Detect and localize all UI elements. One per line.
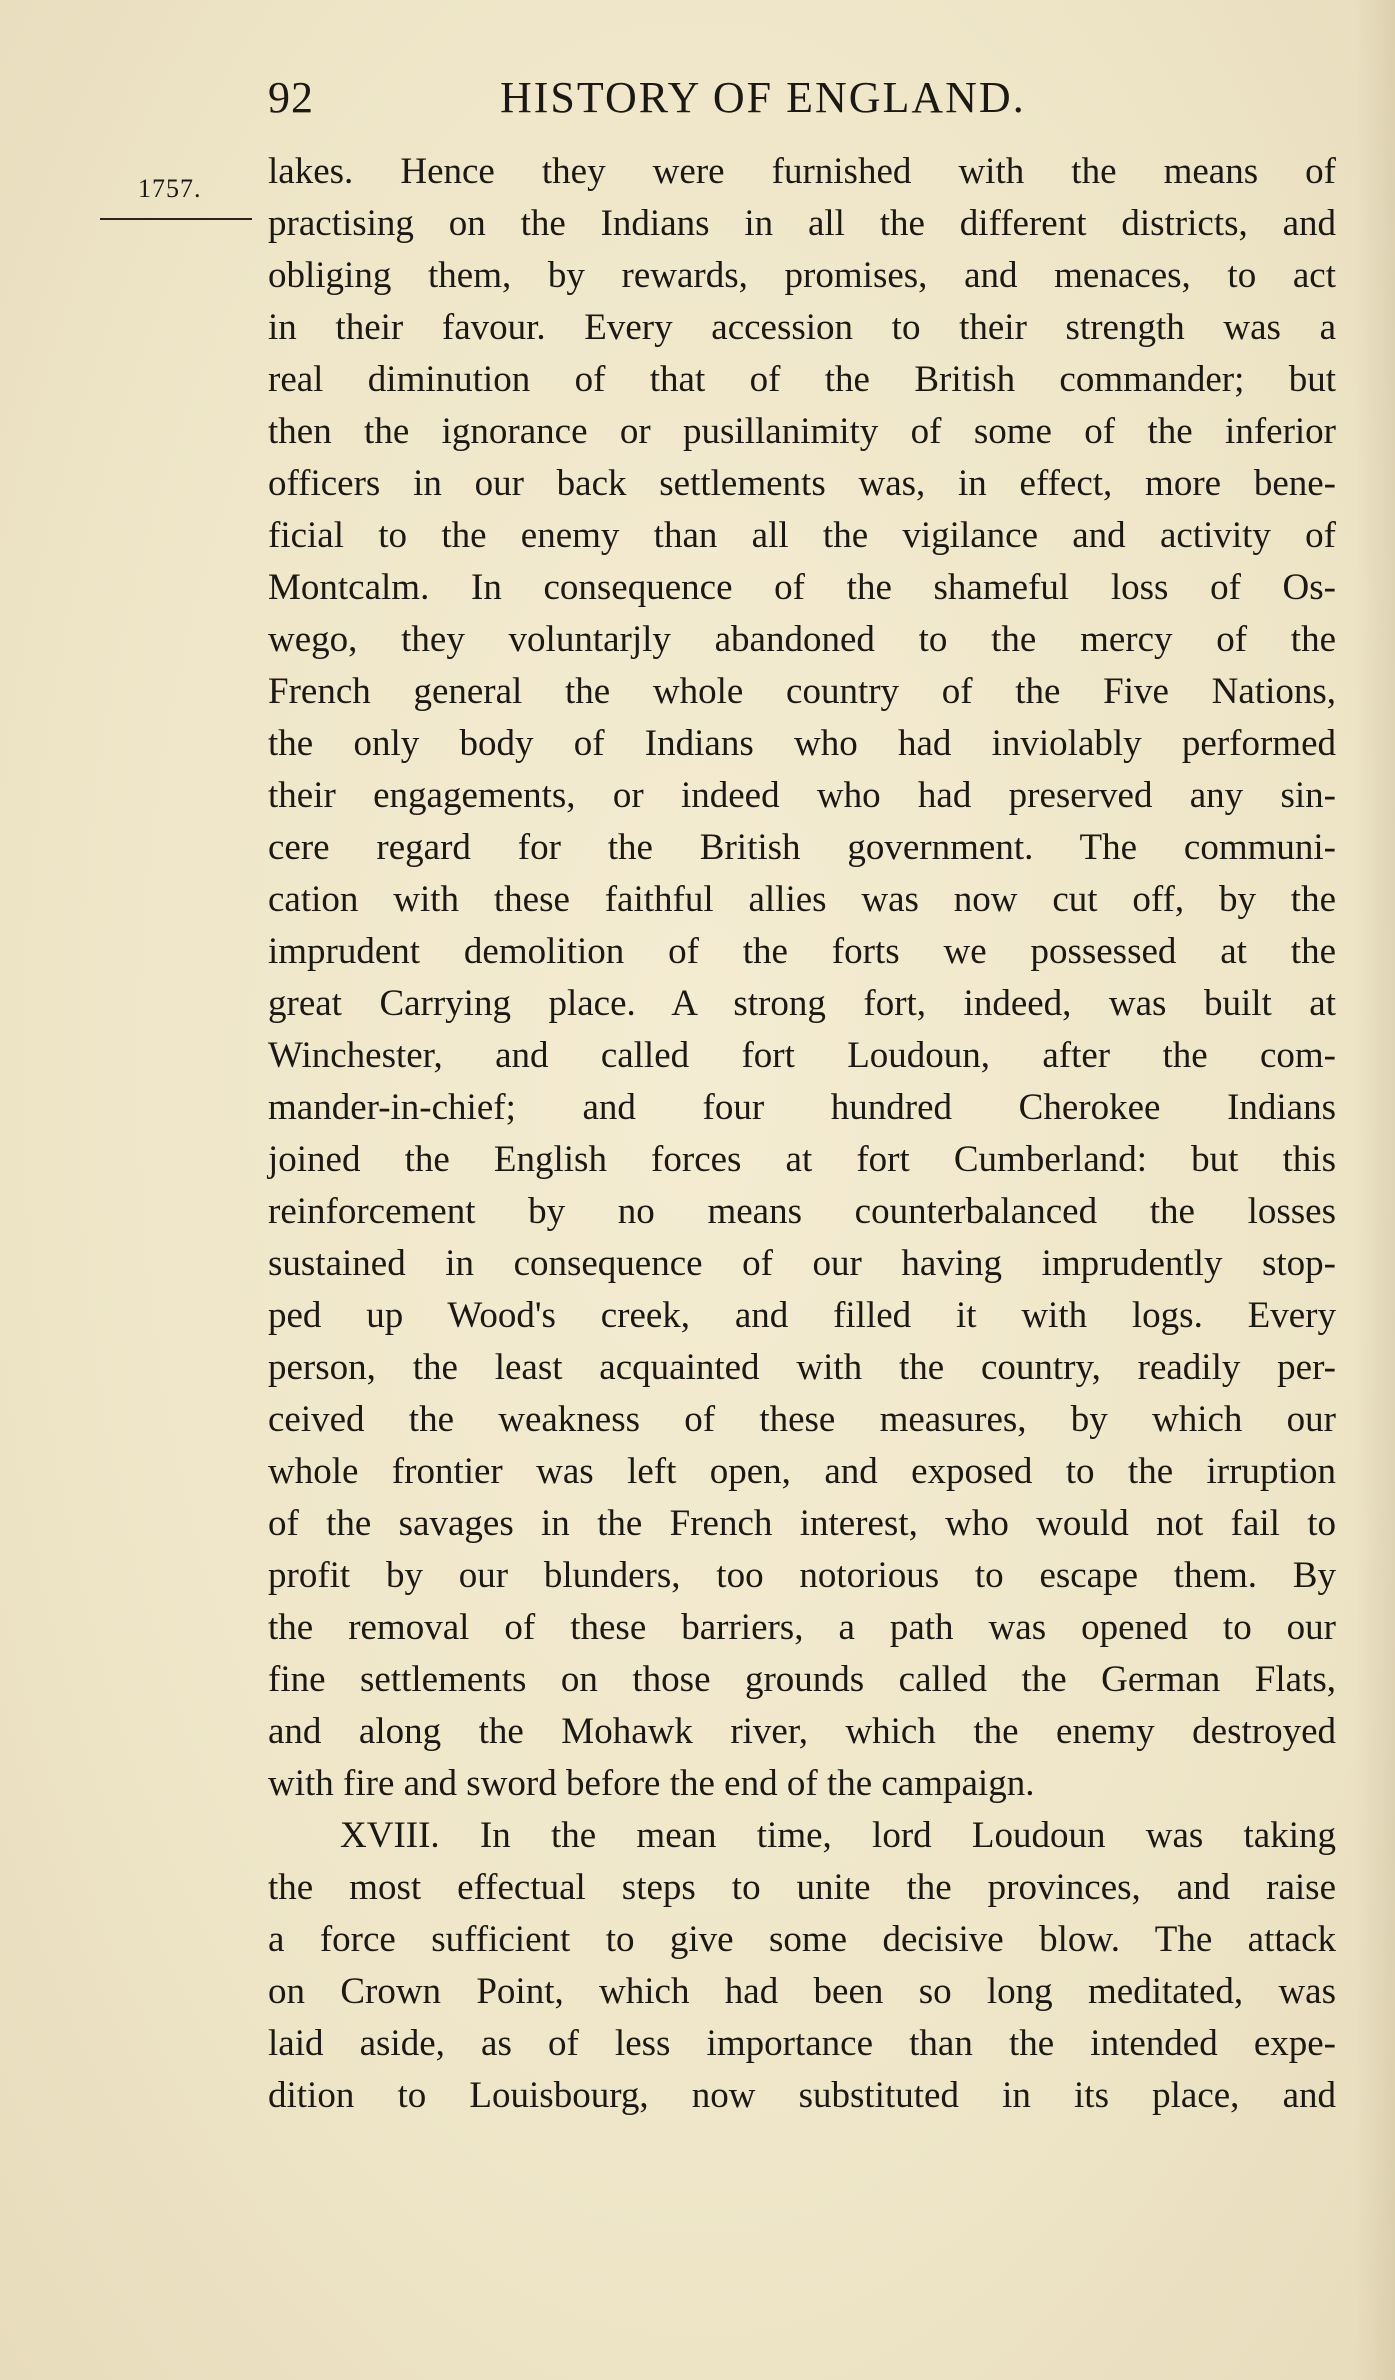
text-line: ceived the weakness of these measures, by which our [268,1399,1336,1440]
text-line: real diminution of that of the British commander; but [268,359,1336,400]
page-gutter-shadow [1355,0,1395,2380]
text-line: wego, they voluntarjly abandoned to the mercy of the [268,619,1336,660]
text-line: French general the whole country of the Five Nations, [268,671,1336,712]
page-number: 92 [268,73,314,122]
text-line: obliging them, by rewards, promises, and menaces, to act [268,255,1336,296]
text-line: laid aside, as of less importance than the intended expe- [268,2023,1336,2064]
text-line: and along the Mohawk river, which the enemy destroyed [268,1711,1336,1752]
text-line: Montcalm. In consequence of the shameful loss of Os- [268,567,1336,608]
text-line: imprudent demolition of the forts we possessed at the [268,931,1336,972]
text-line: practising on the Indians in all the different districts, and [268,203,1336,244]
text-line: profit by our blunders, too notorious to escape them. By [268,1555,1336,1596]
text-line: on Crown Point, which had been so long meditated, was [268,1971,1336,2012]
text-line: joined the English forces at fort Cumberland: but this [268,1139,1336,1180]
text-line: then the ignorance or pusillanimity of some of the inferior [268,411,1336,452]
text-line: dition to Louisbourg, now substituted in its place, and [268,2075,1336,2116]
margin-rule [100,218,252,220]
text-line: a force sufficient to give some decisive blow. The attack [268,1919,1336,1960]
body-text [268,146,1336,2122]
text-line: officers in our back settlements was, in effect, more bene- [268,463,1336,504]
text-line: the only body of Indians who had inviolably performed [268,723,1336,764]
margin-year: 1757. [138,174,202,203]
text-line: cation with these faithful allies was now cut off, by the [268,879,1336,920]
text-line: ficial to the enemy than all the vigilance and activity of [268,515,1336,556]
running-head [268,72,1108,132]
text-line: with fire and sword before the end of the campaign. [268,1763,1035,1804]
text-line: ped up Wood's creek, and filled it with logs. Every [268,1295,1336,1336]
text-line: Winchester, and called fort Loudoun, after the com- [268,1035,1336,1076]
text-line: person, the least acquainted with the country, readily per- [268,1347,1336,1388]
text-line: their engagements, or indeed who had preserved any sin- [268,775,1336,816]
text-line: fine settlements on those grounds called the German Flats, [268,1659,1336,1700]
text-line: sustained in consequence of our having imprudently stop- [268,1243,1336,1284]
text-line: the removal of these barriers, a path was opened to our [268,1607,1336,1648]
text-line: the most effectual steps to unite the provinces, and raise [268,1867,1336,1908]
text-line: mander-in-chief; and four hundred Cherokee Indians [268,1087,1336,1128]
page-title: HISTORY OF ENGLAND. [500,73,1026,122]
text-line: cere regard for the British government. The communi- [268,827,1336,868]
text-line: in their favour. Every accession to their strength was a [268,307,1336,348]
text-line: reinforcement by no means counterbalanced the losses [268,1191,1336,1232]
text-line: of the savages in the French interest, who would not fail to [268,1503,1336,1544]
text-line: great Carrying place. A strong fort, indeed, was built at [268,983,1336,1024]
text-line: lakes. Hence they were furnished with the means of [268,151,1336,192]
text-line: whole frontier was left open, and exposed to the irruption [268,1451,1336,1492]
section-start-line: XVIII. In the mean time, lord Loudoun was taking [340,1815,1336,1856]
